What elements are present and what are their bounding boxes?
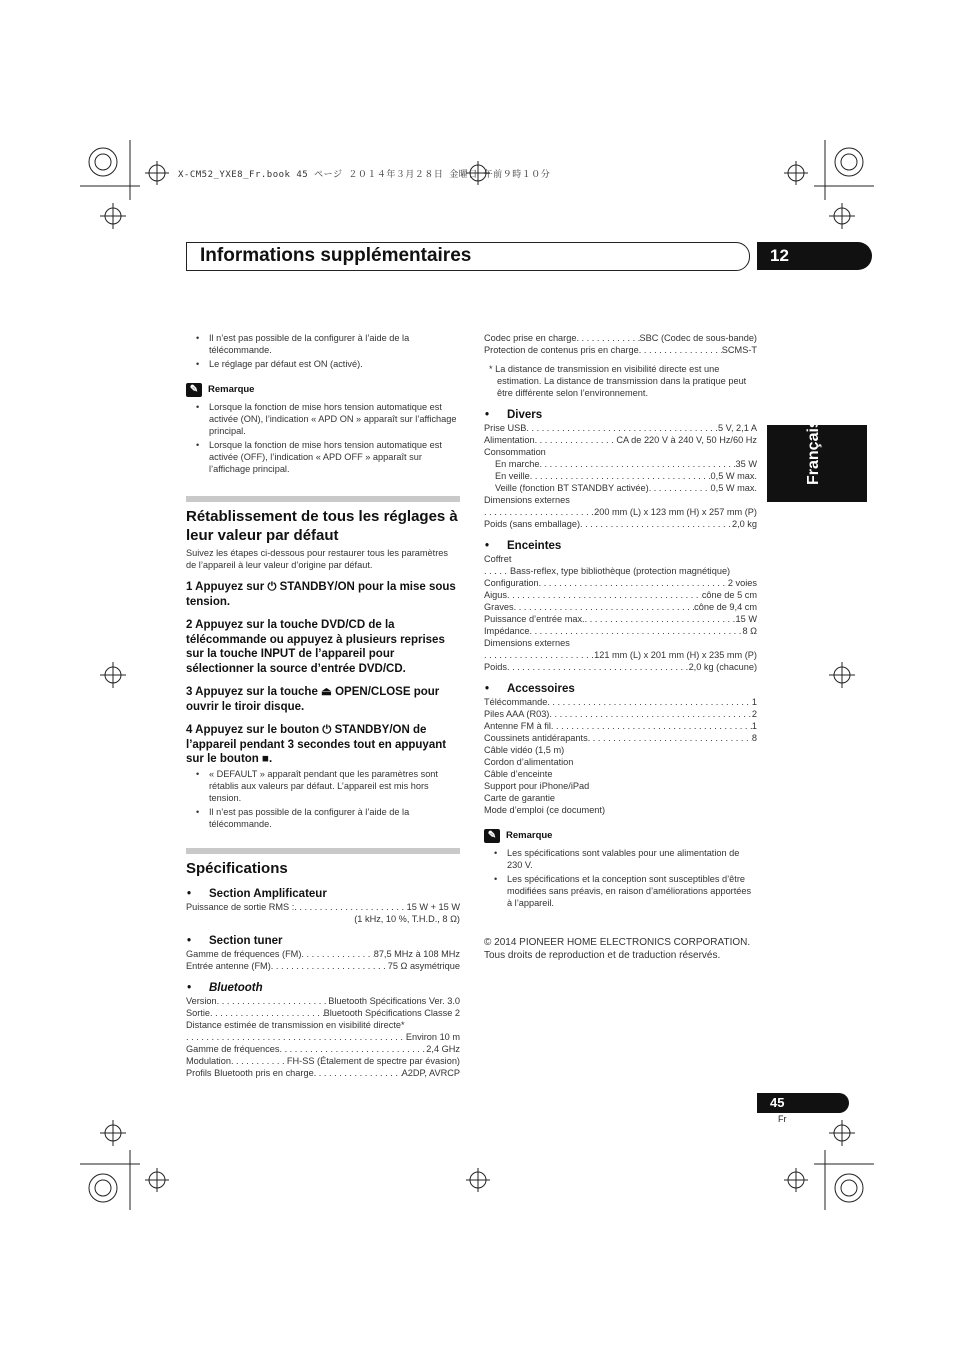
spec-value: 15 W <box>735 614 757 624</box>
page-lang: Fr <box>778 1114 787 1124</box>
spec-row <box>484 470 757 482</box>
left-column <box>186 332 460 1079</box>
list-item: Cordon d’alimentation <box>484 757 574 767</box>
spec-value: Bass-reflex, type bibliothèque (protection magnétique) <box>510 566 731 576</box>
spec-label: Version <box>186 995 217 1006</box>
spec-row <box>186 995 460 1007</box>
spec-label: Prise USB <box>484 423 527 433</box>
spec-label: Poids <box>484 662 507 672</box>
spec-value: 2 voies <box>727 578 757 588</box>
spec-row <box>186 960 460 972</box>
spec-row <box>186 948 460 960</box>
spec-label: Protection de contenus pris en charge <box>484 345 639 355</box>
spec-value: Bluetooth Spécifications Classe 2 <box>323 1007 460 1018</box>
page-number: 45 <box>757 1093 849 1113</box>
step-3: 3 Appuyez sur la touche ⏏ OPEN/CLOSE pour ouvrir le tiroir disque. <box>186 686 440 713</box>
page-title: Informations supplémentaires <box>200 245 472 266</box>
spec-row <box>484 589 757 601</box>
subsection-label: Bluetooth <box>209 981 263 994</box>
spec-value: 121 mm (L) x 201 mm (H) x 235 mm (P) <box>594 650 757 660</box>
section-title-specs: Spécifications <box>186 859 288 877</box>
remark-heading <box>484 829 757 843</box>
subsection-amp: • Section Amplificateur <box>186 887 460 901</box>
spec-row <box>186 1031 460 1043</box>
language-label: Français <box>805 419 822 485</box>
list-item: Mode d’emploi (ce document) <box>484 805 606 815</box>
remark-heading <box>186 383 460 397</box>
spec-row <box>186 1043 460 1055</box>
spec-label: Distance estimée de transmission en visibilité directe* <box>186 1019 405 1030</box>
spec-value: 2,0 kg (chacune) <box>688 662 757 672</box>
spec-label: Piles AAA (R03) <box>484 709 550 719</box>
spec-row <box>484 708 757 720</box>
spec-label: Codec prise en charge <box>484 333 577 343</box>
spec-label: Dimensions externes <box>484 495 570 505</box>
spec-label: Impédance <box>484 626 530 636</box>
spec-row <box>484 344 757 356</box>
spec-label: Poids (sans emballage) <box>484 519 581 529</box>
spec-label: Coffret <box>484 554 512 564</box>
spec-label: Gamme de fréquences <box>186 1043 280 1054</box>
spec-row <box>484 482 757 494</box>
spec-value: 15 W + 15 W <box>406 901 460 912</box>
spec-value: 35 W <box>735 459 757 469</box>
spec-label: Antenne FM à fil <box>484 721 551 731</box>
spec-row <box>484 506 757 518</box>
spec-value: 0,5 W max. <box>710 483 757 493</box>
spec-value: 200 mm (L) x 123 mm (H) x 257 mm (P) <box>594 507 757 517</box>
spec-row <box>484 696 757 708</box>
spec-label: Modulation <box>186 1055 231 1066</box>
spec-value: 1 <box>751 721 757 731</box>
spec-value: 8 <box>751 733 757 743</box>
spec-row <box>484 720 757 732</box>
rights-notice: Tous droits de reproduction et de traduction réservés. <box>484 950 721 961</box>
footnote: * La distance de transmission en visibilité directe est une estimation. La distance de transmission dans la pratique peut être différente selon l’environnement. <box>489 364 747 398</box>
section-rule <box>186 496 460 502</box>
spec-label: Alimentation <box>484 435 535 445</box>
spec-value: 1 <box>751 697 757 707</box>
spec-row <box>484 613 757 625</box>
spec-row <box>484 601 757 613</box>
list-item: Carte de garantie <box>484 793 555 803</box>
spec-value: cône de 5 cm <box>701 590 757 600</box>
spec-value: CA de 220 V à 240 V, 50 Hz/60 Hz <box>616 435 757 445</box>
spec-value: 2,4 GHz <box>426 1043 460 1054</box>
spec-note: (1 kHz, 10 %, T.H.D., 8 Ω) <box>354 913 460 924</box>
spec-value: 2,0 kg <box>731 519 757 529</box>
list-item: • Les spécifications et la conception sont susceptibles d’être modifiées sans préavis, en raison d’améliorations apportées à l’appareil. <box>484 873 757 909</box>
list-item: • Le réglage par défaut est ON (activé). <box>186 358 460 370</box>
spec-label: Entrée antenne (FM) <box>186 960 271 971</box>
spec-value: 8 Ω <box>742 626 757 636</box>
list-item: • Il n’est pas possible de la configurer à l’aide de la télécommande. <box>186 332 460 356</box>
spec-value: SBC (Codec de sous-bande) <box>639 333 757 343</box>
spec-label: En marche <box>495 459 540 469</box>
spec-row <box>186 1067 460 1079</box>
subsection-accessoires: • Accessoires <box>484 682 757 696</box>
spec-row <box>186 901 460 913</box>
spec-label: Puissance d’entrée max. <box>484 614 585 624</box>
spec-value: 75 Ω asymétrique <box>387 960 460 971</box>
subsection-divers: • Divers <box>484 408 757 422</box>
spec-row <box>484 332 757 344</box>
step-1: 1 Appuyez sur ⏻ STANDBY/ON pour la mise sous tension. <box>186 581 456 608</box>
list-item: • Les spécifications sont valables pour une alimentation de 230 V. <box>484 847 757 871</box>
spec-row <box>484 434 757 446</box>
spec-value: A2DP, AVRCP <box>401 1067 460 1078</box>
spec-label: Profils Bluetooth pris en charge <box>186 1067 314 1078</box>
spec-label: Veille (fonction BT STANDBY activée) <box>495 483 649 493</box>
spec-row <box>484 577 757 589</box>
subsection-enceintes: • Enceintes <box>484 539 757 553</box>
remark-icon: ✎ <box>186 383 202 397</box>
spec-row <box>484 458 757 470</box>
subsection-tuner: • Section tuner <box>186 934 460 948</box>
spec-row <box>484 518 757 530</box>
reset-intro: Suivez les étapes ci-dessous pour restaurer tous les paramètres de l’appareil à leur valeur d’origine par défaut. <box>186 548 448 570</box>
spec-value: 0,5 W max. <box>710 471 757 481</box>
subsection-bluetooth <box>186 981 460 995</box>
spec-row <box>484 625 757 637</box>
list-item: • Il n’est pas possible de la configurer à l’aide de la télécommande. <box>186 806 460 830</box>
section-rule <box>186 848 460 854</box>
spec-label: Sortie <box>186 1007 211 1018</box>
remark-label: Remarque <box>506 830 553 841</box>
spec-row <box>484 422 757 434</box>
step-4: 4 Appuyez sur le bouton ⏻ STANDBY/ON de l’appareil pendant 3 secondes tout en appuyant sur le bouton ■. <box>186 724 447 765</box>
section-title-reset: Rétablissement de tous les réglages à leur valeur par défaut <box>186 508 458 544</box>
copyright: © 2014 PIONEER HOME ELECTRONICS CORPORATION. <box>484 937 751 948</box>
spec-label: Dimensions externes <box>484 638 570 648</box>
right-column <box>484 332 757 962</box>
spec-row <box>484 565 757 577</box>
language-tab <box>767 419 867 502</box>
spec-label: Consommation <box>484 447 546 457</box>
spec-row <box>484 661 757 673</box>
spec-label: Graves <box>484 602 514 612</box>
spec-value: cône de 9,4 cm <box>694 602 757 612</box>
spec-value: SCMS-T <box>721 345 757 355</box>
spec-value: 5 V, 2,1 A <box>718 423 757 433</box>
spec-value: Bluetooth Spécifications Ver. 3.0 <box>328 995 460 1006</box>
list-item: • Lorsque la fonction de mise hors tension automatique est activée (OFF), l’indication « APD OFF » apparaît sur l’affichage principal. <box>186 439 460 475</box>
spec-label: Aigus <box>484 590 507 600</box>
chapter-number: 12 <box>757 242 872 270</box>
spec-row <box>484 649 757 661</box>
spec-value: 87,5 MHz à 108 MHz <box>373 948 460 959</box>
remark-icon: ✎ <box>484 829 500 843</box>
list-item: • Lorsque la fonction de mise hors tension automatique est activée (ON), l’indication « APD ON » apparaît sur l’affichage principal. <box>186 401 460 437</box>
print-line: X-CM52_YXE8_Fr.book 45 ページ ２０１４年３月２８日 金曜日 午前９時１０分 <box>178 170 551 180</box>
step-2: 2 Appuyez sur la touche DVD/CD de la télécommande ou appuyez à plusieurs reprises sur la touche INPUT de l’appareil pour sélectionner la source d’entrée DVD/CD. <box>186 619 445 675</box>
list-item: Câble d’enceinte <box>484 769 553 779</box>
spec-value: 2 <box>751 709 757 719</box>
spec-label: Coussinets antidérapants <box>484 733 588 743</box>
spec-value: Environ 10 m <box>405 1031 460 1042</box>
spec-label: Puissance de sortie RMS : <box>186 901 295 912</box>
spec-row <box>186 1007 460 1019</box>
spec-label: En veille <box>495 471 530 481</box>
list-item: Câble vidéo (1,5 m) <box>484 745 565 755</box>
list-item: • « DEFAULT » apparaît pendant que les paramètres sont rétablis aux valeurs par défaut. L’appareil est mis hors tension. <box>186 768 460 804</box>
spec-value: FH-SS (Étalement de spectre par évasion) <box>286 1055 460 1066</box>
spec-label: Gamme de fréquences (FM) <box>186 948 302 959</box>
list-item: Support pour iPhone/iPad <box>484 781 590 791</box>
spec-row <box>186 1055 460 1067</box>
remark-label: Remarque <box>208 384 255 395</box>
spec-label: Configuration <box>484 578 539 588</box>
spec-row <box>484 732 757 744</box>
spec-label: Télécommande <box>484 697 548 707</box>
